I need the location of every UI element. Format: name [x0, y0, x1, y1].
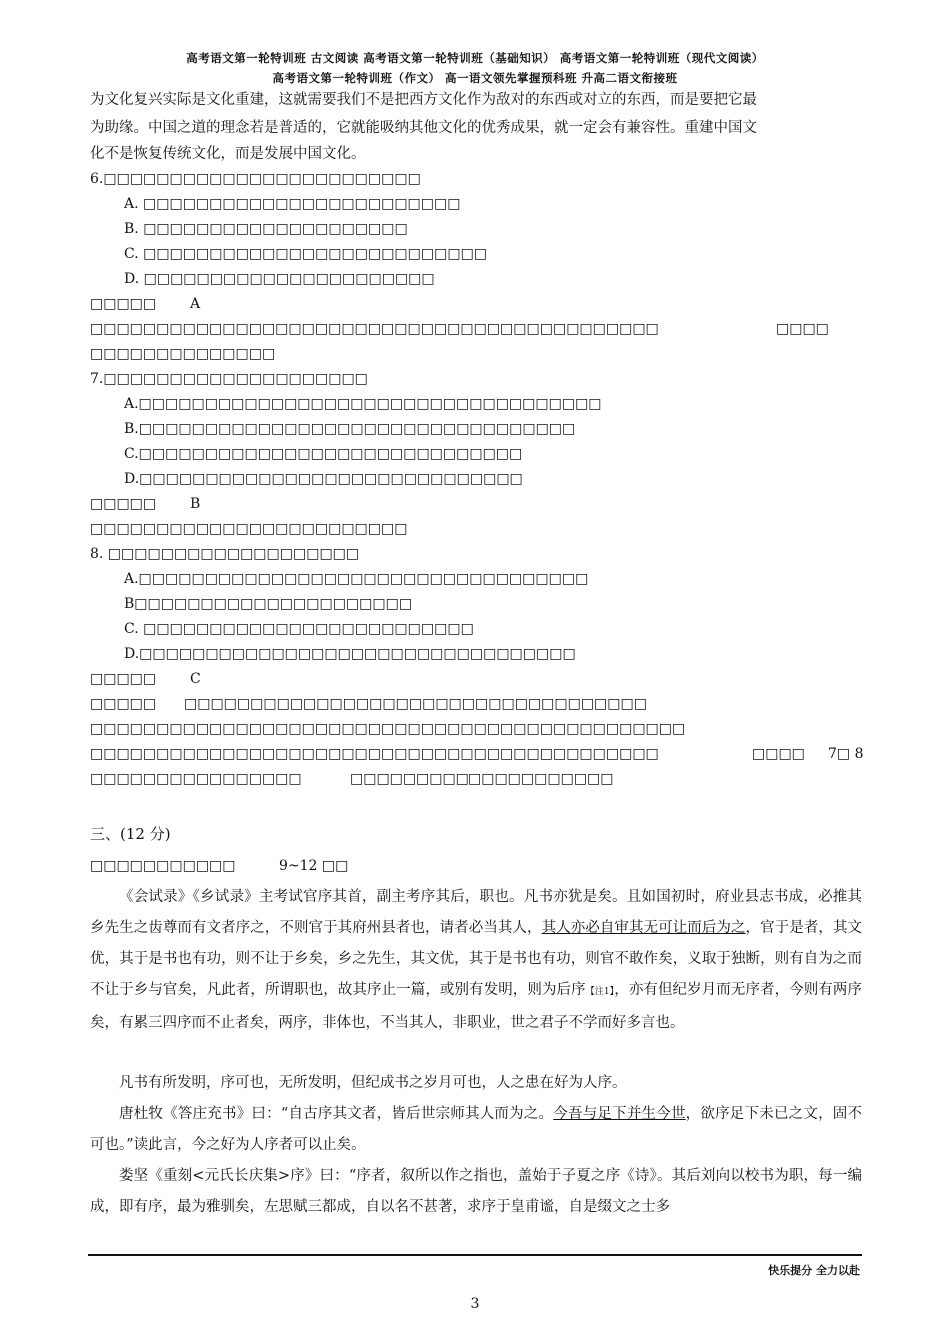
q7-option-b: B.□□□□□□□□□□□□□□□□□□□□□□□□□□□□□□□□□ — [124, 421, 576, 437]
passage-paragraph-2: 凡书有所发明，序可也，无所发明，但纪成书之岁月可也，人之患在好为人序。 — [119, 1075, 627, 1091]
page-number: 3 — [470, 1296, 480, 1312]
passage-p3-part-a: 唐杜牧《答庄充书》曰：“自古序其文者，皆后世宗师其人而为之。 — [119, 1106, 554, 1122]
page-header-line-1: 高考语文第一轮特训班 古文阅读 高考语文第一轮特训班（基础知识） 高考语文第一轮特训班（现代文阅读） — [186, 51, 764, 65]
q8-stem: 8. □□□□□□□□□□□□□□□□□□□ — [90, 546, 360, 562]
q8-explanation-3: □□□□□□□□□□□□□□□□□□□□□□□□□□□□□□□□□□□□□□□□□□□ — [90, 746, 659, 762]
passage-p1-part-c: ，亦有但纪岁月而无序者，今则有两序矣，有累三四序而不止者矣，两序，非体也，不当其人，非职业，世之君子不学而好多言也。 — [90, 982, 862, 1031]
q8-explanation-4a: □□□□□□□□□□□□□□□□ — [90, 771, 302, 787]
passage-paragraph-1 — [90, 882, 862, 1039]
q7-answer-label: □□□□□ — [90, 496, 157, 512]
q6-explanation-1: □□□□□□□□□□□□□□□□□□□□□□□□□□□□□□□□□□□□□□□□□□□ — [90, 321, 659, 337]
q7-answer: B — [190, 496, 201, 512]
q6-option-b: B. □□□□□□□□□□□□□□□□□□□□ — [124, 221, 408, 237]
passage-p1-underlined: 其人亦必自审其无可让而后为之 — [541, 920, 746, 936]
passage-paragraph-3 — [90, 1099, 862, 1161]
q7-explanation-1: □□□□□□□□□□□□□□□□□□□□□□□□ — [90, 521, 408, 537]
q8-explanation-1: □□□□□□□□□□□□□□□□□□□□□□□□□□□□□□□□□□□ — [184, 696, 647, 712]
passage-p1-part-a: 《会试录》《乡试录》主考试官序其首，副主考序其后，职也。凡书亦犹是矣。且如国初时，府业县志书成，必推其乡先生之齿尊而有文者序之，不则官于其府州县者也，请者必当其人， — [90, 889, 862, 936]
passage-p1-part-b: ，官于是者，其文优，其于是书也有功，则不让于乡矣，乡之先生，其文优，其于是书也有功，则官不敢作矣，义取于独断，则有自为之而不让于乡与官矣，凡此者，所谓职也，故其序止一篇，或别有发明，则为后序 — [90, 920, 863, 998]
q8-option-c: C. □□□□□□□□□□□□□□□□□□□□□□□□□ — [124, 621, 474, 637]
q7-option-d: D.□□□□□□□□□□□□□□□□□□□□□□□□□□□□□ — [124, 471, 523, 487]
footer-slogan: 快乐提分 全力以赴 — [768, 1264, 860, 1277]
q8-option-b: B□□□□□□□□□□□□□□□□□□□□□ — [124, 596, 413, 612]
q6-explanation-1-tail: □□□□ — [776, 321, 829, 337]
page-header-line-2: 高考语文第一轮特训班（作文） 高一语文领先掌握预科班 升高二语文衔接班 — [272, 71, 678, 85]
q7-option-a: A.□□□□□□□□□□□□□□□□□□□□□□□□□□□□□□□□□□□ — [124, 396, 602, 412]
q7-option-c: C.□□□□□□□□□□□□□□□□□□□□□□□□□□□□□ — [124, 446, 523, 462]
q8-explanation-4b: □□□□□ — [350, 771, 417, 787]
q8-explanation-3-tail: □□□□ — [752, 746, 805, 762]
footer-divider — [88, 1254, 862, 1256]
q6-explanation-2: □□□□□□□□□□□□□□ — [90, 346, 276, 362]
q8-explanation-4c: □□□□ — [416, 771, 469, 787]
q6-stem: 6.□□□□□□□□□□□□□□□□□□□□□□□□ — [90, 171, 421, 187]
q8-explanation-label: □□□□□ — [90, 696, 157, 712]
section-3-instruction: □□□□□□□□□□□ — [90, 858, 236, 874]
q8-option-d: D.□□□□□□□□□□□□□□□□□□□□□□□□□□□□□□□□□ — [124, 646, 576, 662]
q8-explanation-2: □□□□□□□□□□□□□□□□□□□□□□□□□□□□□□□□□□□□□□□□□□□□□ — [90, 721, 686, 737]
q8-explanation-4d: □□□□□□□□□□□ — [468, 771, 614, 787]
intro-line-3: 化不是恢复传统文化，而是发展中国文化。 — [90, 146, 366, 162]
q8-option-a: A.□□□□□□□□□□□□□□□□□□□□□□□□□□□□□□□□□□ — [124, 571, 589, 587]
q8-answer-label: □□□□□ — [90, 671, 157, 687]
q8-answer: C — [190, 671, 201, 687]
q6-answer-label: □□□□□ — [90, 296, 157, 312]
q6-option-d: D. □□□□□□□□□□□□□□□□□□□□□□ — [124, 271, 435, 287]
intro-line-1: 为文化复兴实际是文化重建，这就需要我们不是把西方文化作为敌对的东西或对立的东西，而是要把它最 — [90, 92, 757, 108]
passage-p3-part-b: ，欲序足下未已之文，固不可也。”读此言，今之好为人序者可以止矣。 — [90, 1106, 862, 1153]
q6-option-c: C. □□□□□□□□□□□□□□□□□□□□□□□□□□ — [124, 246, 488, 262]
q7-stem: 7.□□□□□□□□□□□□□□□□□□□□ — [90, 371, 368, 387]
footnote-marker: 【注1】 — [585, 987, 615, 997]
section-3-title: 三、(12 分) — [90, 825, 171, 843]
section-3-instruction-tail: 9~12 □□ — [279, 858, 349, 874]
intro-line-2: 为助缘。中国之道的理念若是普适的，它就能吸纳其他文化的优秀成果，就一定会有兼容性。重建中国文 — [90, 120, 757, 136]
passage-p3-underlined: 今吾与足下并生今世 — [553, 1106, 686, 1122]
q6-option-a: A. □□□□□□□□□□□□□□□□□□□□□□□□ — [124, 196, 461, 212]
q8-explanation-3-numbers: 7□ 8 — [828, 746, 864, 762]
passage-paragraph-4: 娄坚《重刻<元氏长庆集>序》曰：“序者，叙所以作之指也，盖始于子夏之序《诗》。其后刘向以校书为职，每一编成，即有序，最为雅驯矣，左思赋三都成，自以名不甚著，求序于皇甫谧，自是缀文之士多 — [90, 1168, 862, 1215]
q6-answer: A — [190, 296, 201, 312]
